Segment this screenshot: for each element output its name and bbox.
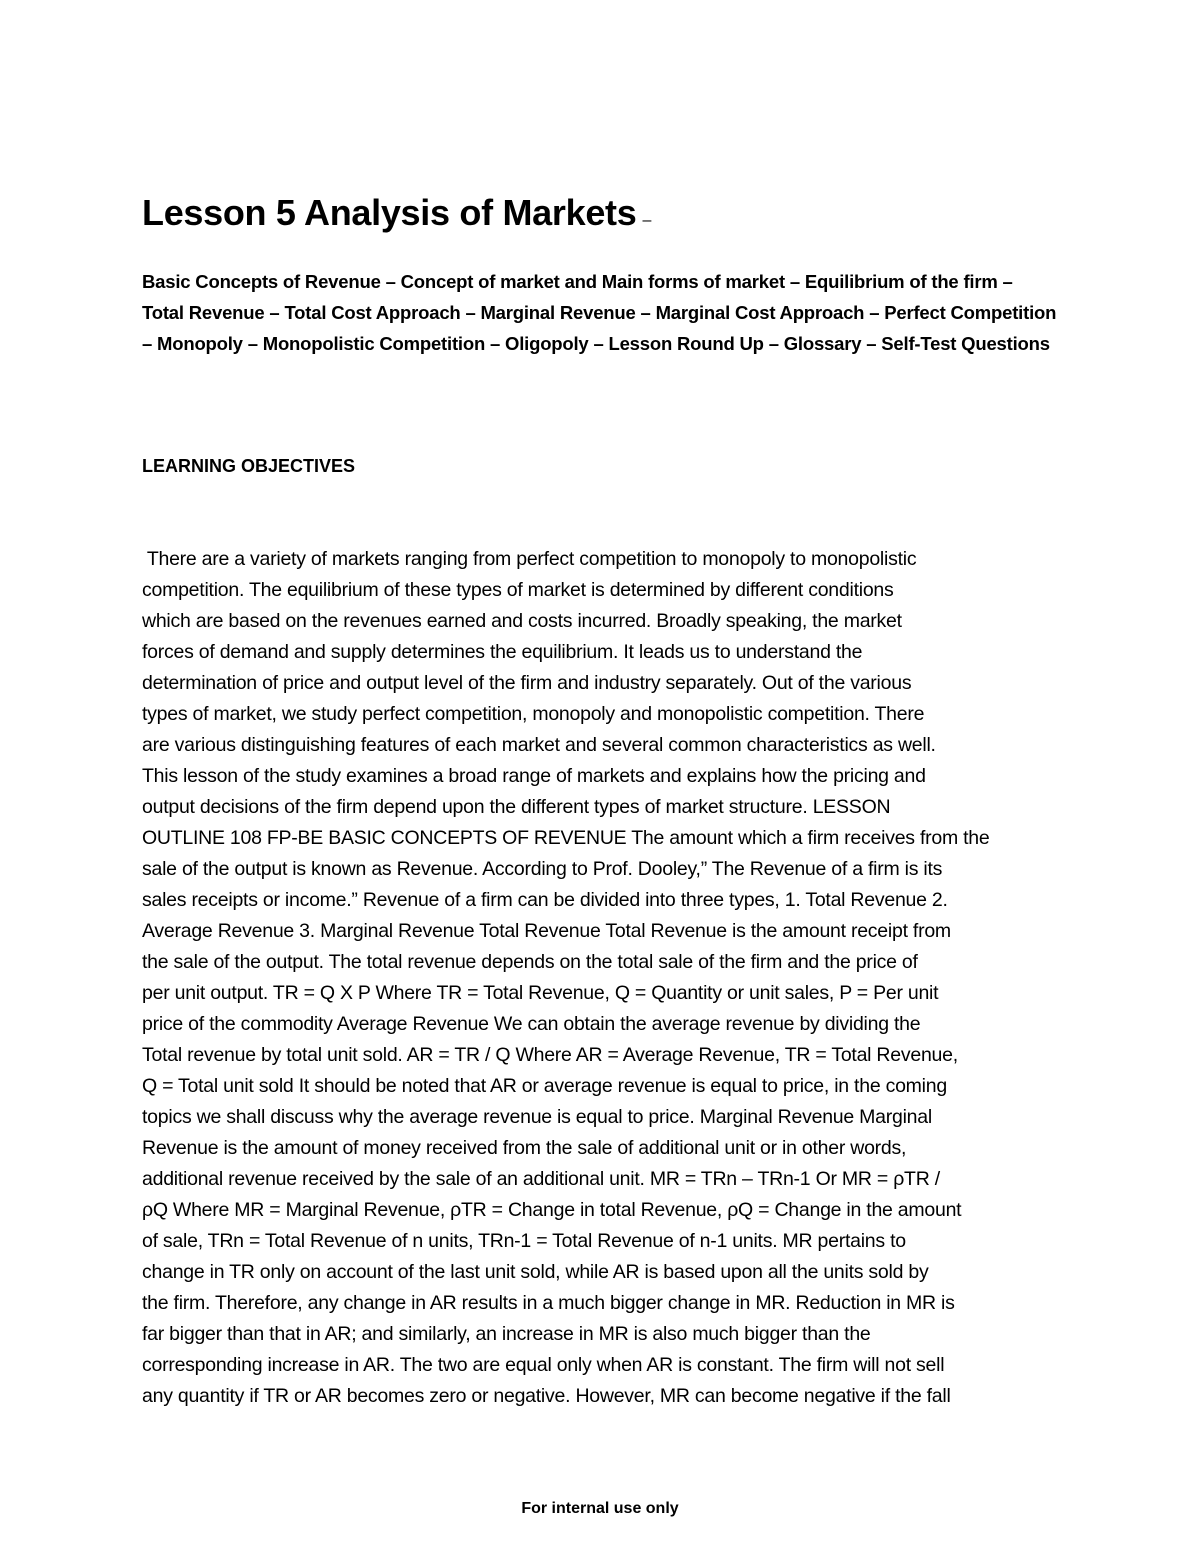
body-line: Revenue is the amount of money received from the sale of additional unit or in other words, — [142, 1137, 907, 1159]
body-line: the sale of the output. The total revenue depends on the total sale of the firm and the price of — [142, 951, 918, 973]
body-line: Q = Total unit sold It should be noted that AR or average revenue is equal to price, in the coming — [142, 1075, 947, 1097]
body-line: types of market, we study perfect competition, monopoly and monopolistic competition. There — [142, 703, 925, 725]
body-line: are various distinguishing features of each market and several common characteristics as well. — [142, 734, 936, 756]
body-line: topics we shall discuss why the average revenue is equal to price. Marginal Revenue Marginal — [142, 1106, 932, 1128]
body-line: far bigger than that in AR; and similarly, an increase in MR is also much bigger than the — [142, 1323, 871, 1345]
body-line: forces of demand and supply determines the equilibrium. It leads us to understand the — [142, 641, 863, 663]
body-line: sales receipts or income.” Revenue of a firm can be divided into three types, 1. Total Revenue 2. — [142, 889, 948, 911]
title-dash: – — [642, 211, 652, 229]
body-line: price of the commodity Average Revenue We can obtain the average revenue by dividing the — [142, 1013, 921, 1035]
body-line: the firm. Therefore, any change in AR results in a much bigger change in MR. Reduction in MR is — [142, 1292, 955, 1314]
body-line: additional revenue received by the sale of an additional unit. MR = TRn – TRn-1 Or MR = ρTR / — [142, 1168, 940, 1190]
body-line: ρQ Where MR = Marginal Revenue, ρTR = Change in total Revenue, ρQ = Change in the amount — [142, 1199, 962, 1221]
body-line: This lesson of the study examines a broad range of markets and explains how the pricing and — [142, 765, 926, 787]
body-line: OUTLINE 108 FP-BE BASIC CONCEPTS OF REVENUE The amount which a firm receives from the — [142, 827, 990, 849]
body-line: There are a variety of markets ranging from perfect competition to monopoly to monopolistic — [142, 548, 917, 570]
lesson-topics: Basic Concepts of Revenue – Concept of market and Main forms of market – Equilibrium of the firm – Total Revenue – Total Cost Approach – Marginal Revenue – Marginal Cost Approach – Perfect Competition – Monopoly – Monopolistic Competition – Oligopoly – Lesson Round Up – Glossary – Self-Test Questions — [142, 271, 1057, 354]
body-line: competition. The equilibrium of these types of market is determined by different conditions — [142, 579, 894, 601]
learning-objectives-heading: LEARNING OBJECTIVES — [142, 456, 356, 476]
body-line: which are based on the revenues earned and costs incurred. Broadly speaking, the market — [142, 610, 902, 632]
body-line: determination of price and output level of the firm and industry separately. Out of the various — [142, 672, 912, 694]
body-line: sale of the output is known as Revenue. According to Prof. Dooley,” The Revenue of a firm is its — [142, 858, 943, 880]
body-line: any quantity if TR or AR becomes zero or negative. However, MR can become negative if the fall — [142, 1385, 951, 1407]
footer-note: For internal use only — [521, 1500, 679, 1517]
body-line: Average Revenue 3. Marginal Revenue Total Revenue Total Revenue is the amount receipt from — [142, 920, 951, 942]
body-line: change in TR only on account of the last unit sold, while AR is based upon all the units sold by — [142, 1261, 929, 1283]
title-line — [142, 192, 1072, 234]
page-title: Lesson 5 Analysis of Markets — [142, 192, 637, 233]
body-line: Total revenue by total unit sold. AR = TR / Q Where AR = Average Revenue, TR = Total Revenue, — [142, 1044, 958, 1066]
body-line: of sale, TRn = Total Revenue of n units, TRn-1 = Total Revenue of n-1 units. MR pertains to — [142, 1230, 906, 1252]
body-line: output decisions of the firm depend upon the different types of market structure. LESSON — [142, 796, 891, 818]
body-paragraph — [142, 544, 1062, 1412]
body-line: per unit output. TR = Q X P Where TR = Total Revenue, Q = Quantity or unit sales, P = Per unit — [142, 982, 939, 1004]
body-line: corresponding increase in AR. The two are equal only when AR is constant. The firm will not sell — [142, 1354, 945, 1376]
